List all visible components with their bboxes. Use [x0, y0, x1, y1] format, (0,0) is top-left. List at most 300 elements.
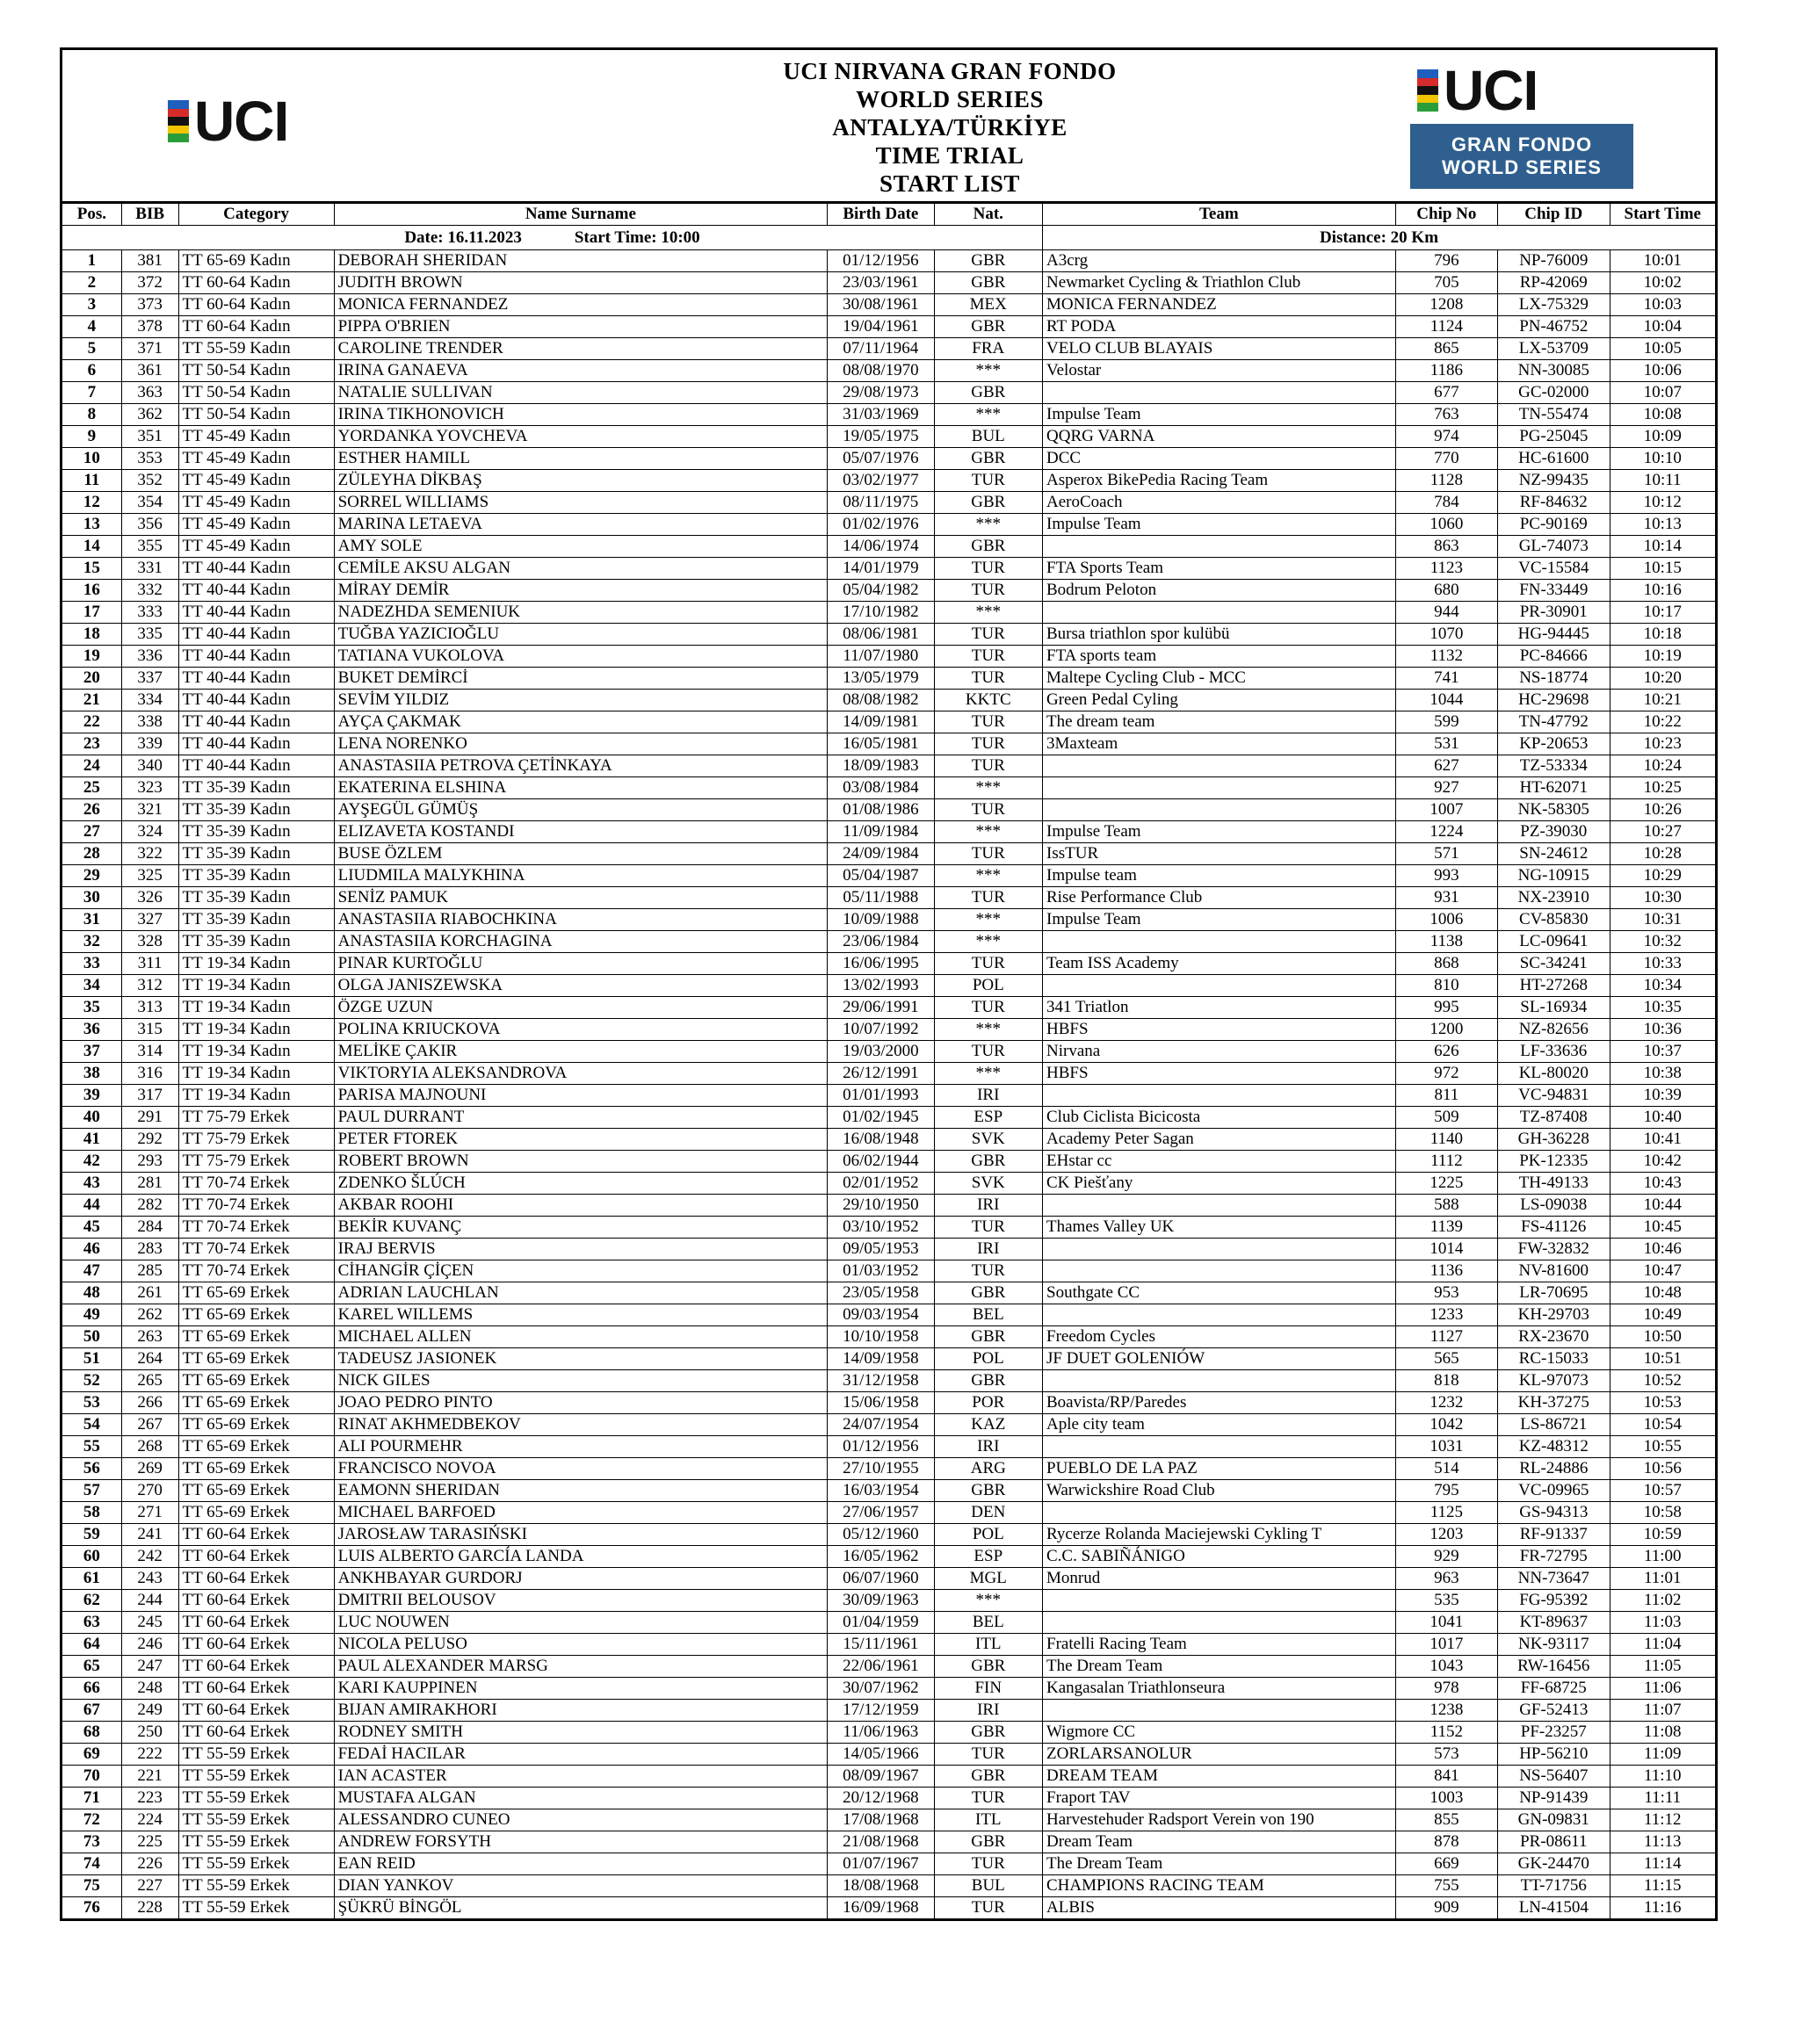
bib-cell: 221 [121, 1766, 178, 1788]
team-cell [1043, 536, 1396, 558]
nat-cell: TUR [934, 470, 1042, 492]
table-row [62, 338, 1717, 360]
bib-cell: 324 [121, 821, 178, 843]
chip-id-cell: GH-36228 [1498, 1129, 1610, 1151]
nat-cell: BUL [934, 1875, 1042, 1897]
bib-cell: 314 [121, 1041, 178, 1063]
table-row [62, 1063, 1717, 1085]
nat-cell: DEN [934, 1502, 1042, 1524]
table-row [62, 514, 1717, 536]
pos-cell: 29 [62, 865, 122, 887]
start-time-cell: 11:16 [1610, 1897, 1716, 1920]
uci-gran-fondo-logo [1410, 59, 1633, 189]
name-cell: BIJAN AMIRAKHORI [334, 1700, 828, 1722]
start-time-cell: 11:04 [1610, 1634, 1716, 1656]
name-cell: TATIANA VUKOLOVA [334, 646, 828, 668]
chip-no-cell: 1125 [1395, 1502, 1497, 1524]
nat-cell: *** [934, 602, 1042, 624]
chip-no-cell: 978 [1395, 1678, 1497, 1700]
team-cell: Impulse team [1043, 865, 1396, 887]
birth-date-cell: 09/05/1953 [828, 1239, 934, 1260]
chip-no-cell: 1070 [1395, 624, 1497, 646]
nat-cell: ESP [934, 1546, 1042, 1568]
bib-cell: 372 [121, 272, 178, 294]
pos-cell: 76 [62, 1897, 122, 1920]
team-cell: The Dream Team [1043, 1656, 1396, 1678]
category-cell: TT 40-44 Kadın [178, 733, 334, 755]
team-cell: EHstar cc [1043, 1151, 1396, 1173]
chip-no-cell: 1138 [1395, 931, 1497, 953]
nat-cell: TUR [934, 1041, 1042, 1063]
title-line: WORLD SERIES [856, 86, 1044, 112]
chip-id-cell: LS-09038 [1498, 1195, 1610, 1217]
table-row [62, 997, 1717, 1019]
chip-no-cell: 1014 [1395, 1239, 1497, 1260]
chip-no-cell: 1224 [1395, 821, 1497, 843]
table-row [62, 448, 1717, 470]
bib-cell: 265 [121, 1370, 178, 1392]
nat-cell: GBR [934, 316, 1042, 338]
start-time-cell: 10:35 [1610, 997, 1716, 1019]
chip-no-cell: 1006 [1395, 909, 1497, 931]
start-time-cell: 10:06 [1610, 360, 1716, 382]
nat-cell: GBR [934, 250, 1042, 272]
chip-no-cell: 995 [1395, 997, 1497, 1019]
chip-id-cell: PC-90169 [1498, 514, 1610, 536]
start-time-cell: 11:01 [1610, 1568, 1716, 1590]
uci-logo-text: UCI [194, 90, 289, 153]
team-cell: JF DUET GOLENIÓW [1043, 1348, 1396, 1370]
birth-date-cell: 23/03/1961 [828, 272, 934, 294]
pos-cell: 58 [62, 1502, 122, 1524]
start-time-cell: 10:26 [1610, 799, 1716, 821]
chip-id-cell: KL-97073 [1498, 1370, 1610, 1392]
chip-id-cell: VC-09965 [1498, 1480, 1610, 1502]
category-cell: TT 40-44 Kadın [178, 624, 334, 646]
pos-cell: 41 [62, 1129, 122, 1151]
start-time-cell: 10:33 [1610, 953, 1716, 975]
birth-date-cell: 29/08/1973 [828, 382, 934, 404]
nat-cell: TUR [934, 887, 1042, 909]
table-row [62, 1392, 1717, 1414]
chip-id-cell: TT-71756 [1498, 1875, 1610, 1897]
name-cell: JOAO PEDRO PINTO [334, 1392, 828, 1414]
team-cell: Aple city team [1043, 1414, 1396, 1436]
pos-cell: 14 [62, 536, 122, 558]
category-cell: TT 60-64 Erkek [178, 1656, 334, 1678]
table-row [62, 360, 1717, 382]
start-time-cell: 10:21 [1610, 690, 1716, 711]
start-time-cell: 11:02 [1610, 1590, 1716, 1612]
birth-date-cell: 18/09/1983 [828, 755, 934, 777]
chip-id-cell: LX-75329 [1498, 294, 1610, 316]
birth-date-cell: 23/05/1958 [828, 1282, 934, 1304]
chip-no-cell: 1003 [1395, 1788, 1497, 1809]
table-row [62, 1744, 1717, 1766]
table-row [62, 931, 1717, 953]
nat-cell: POL [934, 1348, 1042, 1370]
nat-cell: *** [934, 404, 1042, 426]
chip-id-cell: KH-29703 [1498, 1304, 1610, 1326]
chip-no-cell: 1232 [1395, 1392, 1497, 1414]
start-time-cell: 10:45 [1610, 1217, 1716, 1239]
chip-id-cell: RC-15033 [1498, 1348, 1610, 1370]
title-line: UCI NIRVANA GRAN FONDO [783, 58, 1117, 84]
category-cell: TT 60-64 Erkek [178, 1612, 334, 1634]
name-cell: JAROSŁAW TARASIŃSKI [334, 1524, 828, 1546]
table-row [62, 382, 1717, 404]
pos-cell: 4 [62, 316, 122, 338]
nat-cell: KKTC [934, 690, 1042, 711]
name-cell: MICHAEL ALLEN [334, 1326, 828, 1348]
bib-cell: 228 [121, 1897, 178, 1920]
category-cell: TT 60-64 Kadın [178, 294, 334, 316]
table-row [62, 755, 1717, 777]
pos-cell: 13 [62, 514, 122, 536]
category-cell: TT 19-34 Kadın [178, 1041, 334, 1063]
nat-cell: IRI [934, 1239, 1042, 1260]
bib-cell: 321 [121, 799, 178, 821]
birth-date-cell: 05/07/1976 [828, 448, 934, 470]
pos-cell: 3 [62, 294, 122, 316]
birth-date-cell: 21/08/1968 [828, 1831, 934, 1853]
category-cell: TT 40-44 Kadın [178, 580, 334, 602]
column-header: Chip ID [1498, 203, 1610, 226]
name-cell: PINAR KURTOĞLU [334, 953, 828, 975]
bib-cell: 371 [121, 338, 178, 360]
table-row [62, 799, 1717, 821]
document-header [60, 47, 1718, 201]
table-row [62, 668, 1717, 690]
chip-no-cell: 909 [1395, 1897, 1497, 1920]
chip-no-cell: 1127 [1395, 1326, 1497, 1348]
start-time-cell: 10:13 [1610, 514, 1716, 536]
chip-no-cell: 841 [1395, 1766, 1497, 1788]
pos-cell: 48 [62, 1282, 122, 1304]
name-cell: FRANCISCO NOVOA [334, 1458, 828, 1480]
name-cell: SORREL WILLIAMS [334, 492, 828, 514]
category-cell: TT 60-64 Kadın [178, 316, 334, 338]
birth-date-cell: 13/02/1993 [828, 975, 934, 997]
pos-cell: 74 [62, 1853, 122, 1875]
start-time-cell: 10:36 [1610, 1019, 1716, 1041]
team-cell: The dream team [1043, 711, 1396, 733]
table-row [62, 777, 1717, 799]
chip-no-cell: 796 [1395, 250, 1497, 272]
name-cell: CAROLINE TRENDER [334, 338, 828, 360]
team-cell [1043, 1612, 1396, 1634]
nat-cell: TUR [934, 711, 1042, 733]
table-row [62, 975, 1717, 997]
start-time-cell: 10:55 [1610, 1436, 1716, 1458]
birth-date-cell: 03/08/1984 [828, 777, 934, 799]
nat-cell: GBR [934, 1766, 1042, 1788]
team-cell: Impulse Team [1043, 514, 1396, 536]
category-cell: TT 60-64 Erkek [178, 1568, 334, 1590]
birth-date-cell: 01/04/1959 [828, 1612, 934, 1634]
name-cell: ZDENKO ŠLÚCH [334, 1173, 828, 1195]
start-time-cell: 10:20 [1610, 668, 1716, 690]
bib-cell: 328 [121, 931, 178, 953]
category-cell: TT 40-44 Kadın [178, 690, 334, 711]
bib-cell: 312 [121, 975, 178, 997]
nat-cell: *** [934, 1063, 1042, 1085]
bib-cell: 381 [121, 250, 178, 272]
nat-cell: TUR [934, 843, 1042, 865]
birth-date-cell: 16/08/1948 [828, 1129, 934, 1151]
name-cell: KAREL WILLEMS [334, 1304, 828, 1326]
nat-cell: ITL [934, 1809, 1042, 1831]
team-cell: Dream Team [1043, 1831, 1396, 1853]
pos-cell: 50 [62, 1326, 122, 1348]
name-cell: RODNEY SMITH [334, 1722, 828, 1744]
category-cell: TT 55-59 Erkek [178, 1831, 334, 1853]
chip-id-cell: TZ-53334 [1498, 755, 1610, 777]
bib-cell: 250 [121, 1722, 178, 1744]
name-cell: RINAT AKHMEDBEKOV [334, 1414, 828, 1436]
name-cell: ROBERT BROWN [334, 1151, 828, 1173]
start-time-cell: 11:12 [1610, 1809, 1716, 1831]
table-row [62, 711, 1717, 733]
badge-line: WORLD SERIES [1442, 156, 1602, 178]
bib-cell: 373 [121, 294, 178, 316]
bib-cell: 225 [121, 1831, 178, 1853]
pos-cell: 7 [62, 382, 122, 404]
name-cell: MİRAY DEMİR [334, 580, 828, 602]
start-time-cell: 11:00 [1610, 1546, 1716, 1568]
team-cell: RT PODA [1043, 316, 1396, 338]
pos-cell: 65 [62, 1656, 122, 1678]
chip-no-cell: 993 [1395, 865, 1497, 887]
chip-no-cell: 565 [1395, 1348, 1497, 1370]
chip-no-cell: 1112 [1395, 1151, 1497, 1173]
pos-cell: 31 [62, 909, 122, 931]
chip-no-cell: 1007 [1395, 799, 1497, 821]
chip-id-cell: RF-84632 [1498, 492, 1610, 514]
name-cell: ADRIAN LAUCHLAN [334, 1282, 828, 1304]
team-cell: Fraport TAV [1043, 1788, 1396, 1809]
team-cell [1043, 1304, 1396, 1326]
bib-cell: 336 [121, 646, 178, 668]
table-row [62, 1853, 1717, 1875]
category-cell: TT 60-64 Erkek [178, 1700, 334, 1722]
chip-no-cell: 863 [1395, 536, 1497, 558]
name-cell: OLGA JANISZEWSKA [334, 975, 828, 997]
column-header: Nat. [934, 203, 1042, 226]
team-cell [1043, 1370, 1396, 1392]
bib-cell: 248 [121, 1678, 178, 1700]
start-time-cell: 10:12 [1610, 492, 1716, 514]
chip-no-cell: 755 [1395, 1875, 1497, 1897]
start-time-cell: 10:04 [1610, 316, 1716, 338]
chip-no-cell: 1031 [1395, 1436, 1497, 1458]
nat-cell: GBR [934, 1151, 1042, 1173]
name-cell: NICOLA PELUSO [334, 1634, 828, 1656]
team-cell [1043, 755, 1396, 777]
nat-cell: GBR [934, 492, 1042, 514]
chip-no-cell: 1044 [1395, 690, 1497, 711]
pos-cell: 11 [62, 470, 122, 492]
category-cell: TT 65-69 Kadın [178, 250, 334, 272]
birth-date-cell: 14/06/1974 [828, 536, 934, 558]
table-row [62, 1634, 1717, 1656]
pos-cell: 39 [62, 1085, 122, 1107]
team-cell: MONICA FERNANDEZ [1043, 294, 1396, 316]
bib-cell: 363 [121, 382, 178, 404]
team-cell [1043, 382, 1396, 404]
name-cell: YORDANKA YOVCHEVA [334, 426, 828, 448]
table-row [62, 1436, 1717, 1458]
chip-no-cell: 1017 [1395, 1634, 1497, 1656]
chip-no-cell: 811 [1395, 1085, 1497, 1107]
chip-no-cell: 1152 [1395, 1722, 1497, 1744]
nat-cell: GBR [934, 382, 1042, 404]
team-cell: Asperox BikePedia Racing Team [1043, 470, 1396, 492]
nat-cell: GBR [934, 1480, 1042, 1502]
pos-cell: 75 [62, 1875, 122, 1897]
name-cell: IAN ACASTER [334, 1766, 828, 1788]
pos-cell: 34 [62, 975, 122, 997]
bib-cell: 293 [121, 1151, 178, 1173]
bib-cell: 339 [121, 733, 178, 755]
nat-cell: IRI [934, 1436, 1042, 1458]
start-time-cell: 10:11 [1610, 470, 1716, 492]
category-cell: TT 65-69 Erkek [178, 1414, 334, 1436]
pos-cell: 67 [62, 1700, 122, 1722]
nat-cell: *** [934, 821, 1042, 843]
pos-cell: 66 [62, 1678, 122, 1700]
chip-no-cell: 626 [1395, 1041, 1497, 1063]
chip-id-cell: GL-74073 [1498, 536, 1610, 558]
bib-cell: 242 [121, 1546, 178, 1568]
team-cell [1043, 931, 1396, 953]
table-row [62, 294, 1717, 316]
chip-id-cell: FS-41126 [1498, 1217, 1610, 1239]
pos-cell: 46 [62, 1239, 122, 1260]
start-time-cell: 10:40 [1610, 1107, 1716, 1129]
start-time-cell: 10:32 [1610, 931, 1716, 953]
bib-cell: 243 [121, 1568, 178, 1590]
team-cell: Impulse Team [1043, 404, 1396, 426]
pos-cell: 49 [62, 1304, 122, 1326]
table-row [62, 1370, 1717, 1392]
pos-cell: 54 [62, 1414, 122, 1436]
nat-cell: *** [934, 1590, 1042, 1612]
chip-id-cell: FF-68725 [1498, 1678, 1610, 1700]
bib-cell: 333 [121, 602, 178, 624]
chip-id-cell: NV-81600 [1498, 1260, 1610, 1282]
team-cell [1043, 1700, 1396, 1722]
team-cell: Team ISS Academy [1043, 953, 1396, 975]
chip-no-cell: 878 [1395, 1831, 1497, 1853]
team-cell: A3crg [1043, 250, 1396, 272]
table-row [62, 536, 1717, 558]
start-time-cell: 11:06 [1610, 1678, 1716, 1700]
birth-date-cell: 14/09/1958 [828, 1348, 934, 1370]
start-list-table [60, 201, 1718, 1921]
team-cell: Impulse Team [1043, 821, 1396, 843]
name-cell: AYŞEGÜL GÜMÜŞ [334, 799, 828, 821]
table-row [62, 1348, 1717, 1370]
chip-id-cell: SC-34241 [1498, 953, 1610, 975]
team-cell: Maltepe Cycling Club - MCC [1043, 668, 1396, 690]
bib-cell: 332 [121, 580, 178, 602]
team-cell: Fratelli Racing Team [1043, 1634, 1396, 1656]
start-time-cell: 11:10 [1610, 1766, 1716, 1788]
category-cell: TT 55-59 Erkek [178, 1809, 334, 1831]
chip-no-cell: 1043 [1395, 1656, 1497, 1678]
chip-no-cell: 1233 [1395, 1304, 1497, 1326]
name-cell: VIKTORYIA ALEKSANDROVA [334, 1063, 828, 1085]
bib-cell: 315 [121, 1019, 178, 1041]
bib-cell: 270 [121, 1480, 178, 1502]
birth-date-cell: 16/06/1995 [828, 953, 934, 975]
chip-no-cell: 868 [1395, 953, 1497, 975]
chip-id-cell: HC-61600 [1498, 448, 1610, 470]
table-row [62, 1414, 1717, 1436]
birth-date-cell: 24/07/1954 [828, 1414, 934, 1436]
category-cell: TT 19-34 Kadın [178, 997, 334, 1019]
nat-cell: TUR [934, 799, 1042, 821]
chip-no-cell: 1041 [1395, 1612, 1497, 1634]
bib-cell: 311 [121, 953, 178, 975]
table-row [62, 1524, 1717, 1546]
start-time-cell: 10:52 [1610, 1370, 1716, 1392]
start-time-cell: 10:27 [1610, 821, 1716, 843]
table-row [62, 1019, 1717, 1041]
birth-date-cell: 08/08/1982 [828, 690, 934, 711]
bib-cell: 283 [121, 1239, 178, 1260]
pos-cell: 57 [62, 1480, 122, 1502]
start-time-cell: 10:49 [1610, 1304, 1716, 1326]
table-row [62, 1656, 1717, 1678]
race-start-time: Start Time: 10:00 [574, 228, 700, 247]
birth-date-cell: 02/01/1952 [828, 1173, 934, 1195]
nat-cell: *** [934, 931, 1042, 953]
bib-cell: 325 [121, 865, 178, 887]
chip-no-cell: 1203 [1395, 1524, 1497, 1546]
start-time-cell: 10:48 [1610, 1282, 1716, 1304]
bib-cell: 285 [121, 1260, 178, 1282]
team-cell: Club Ciclista Bicicosta [1043, 1107, 1396, 1129]
chip-id-cell: NN-30085 [1498, 360, 1610, 382]
birth-date-cell: 05/04/1987 [828, 865, 934, 887]
team-cell: Nirvana [1043, 1041, 1396, 1063]
chip-id-cell: PR-08611 [1498, 1831, 1610, 1853]
start-time-cell: 10:19 [1610, 646, 1716, 668]
pos-cell: 32 [62, 931, 122, 953]
team-cell: Wigmore CC [1043, 1722, 1396, 1744]
name-cell: IRAJ BERVIS [334, 1239, 828, 1260]
name-cell: DEBORAH SHERIDAN [334, 250, 828, 272]
pos-cell: 71 [62, 1788, 122, 1809]
category-cell: TT 35-39 Kadın [178, 843, 334, 865]
team-cell [1043, 1502, 1396, 1524]
table-row [62, 1260, 1717, 1282]
table-row [62, 602, 1717, 624]
nat-cell: POR [934, 1392, 1042, 1414]
start-time-cell: 10:24 [1610, 755, 1716, 777]
bib-cell: 356 [121, 514, 178, 536]
chip-id-cell: NK-93117 [1498, 1634, 1610, 1656]
start-time-cell: 11:07 [1610, 1700, 1716, 1722]
chip-id-cell: GN-09831 [1498, 1809, 1610, 1831]
chip-no-cell: 1225 [1395, 1173, 1497, 1195]
team-cell [1043, 1239, 1396, 1260]
chip-no-cell: 763 [1395, 404, 1497, 426]
birth-date-cell: 08/11/1975 [828, 492, 934, 514]
category-cell: TT 40-44 Kadın [178, 602, 334, 624]
